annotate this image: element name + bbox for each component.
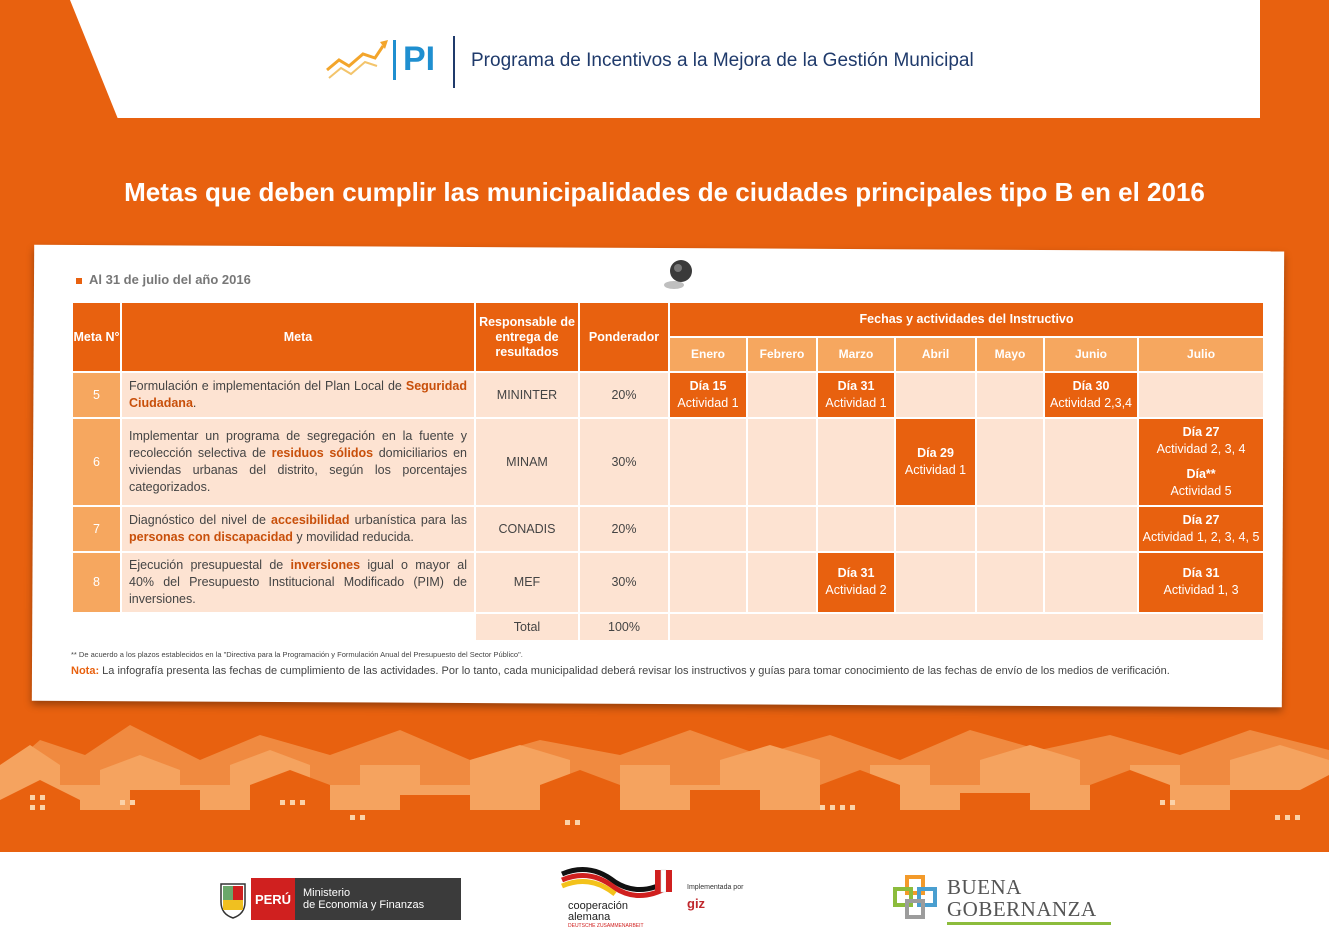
activity-cell (1139, 419, 1263, 505)
meta-text: . (192, 396, 197, 410)
ministerio-line2: de Economía y Finanzas (303, 899, 425, 912)
activity-cell (1045, 373, 1137, 417)
month-header: Enero (670, 338, 746, 371)
total-spacer (670, 614, 1263, 640)
table-row (73, 553, 1263, 612)
empty-cell (1045, 507, 1137, 551)
pushpin-icon (662, 258, 696, 292)
empty-cell (977, 507, 1043, 551)
meta-highlight: personas con discapacidad (129, 530, 293, 544)
header-meta: Meta (122, 303, 474, 371)
table-row (73, 373, 1263, 417)
meta-description (122, 507, 474, 551)
peru-label: PERÚ (251, 878, 295, 920)
empty-cell (748, 373, 816, 417)
empty-cell (670, 419, 746, 505)
meta-description (122, 373, 474, 417)
activity-label: Actividad 1 (677, 396, 739, 410)
activity-label: Actividad 5 (1170, 483, 1232, 498)
total-label: Total (476, 614, 578, 640)
header-ponderador: Ponderador (580, 303, 668, 371)
activity-label: Actividad 2,3,4 (1050, 396, 1132, 410)
meta-highlight: residuos sólidos (271, 446, 374, 461)
activity-day: Día 15 (689, 379, 727, 394)
responsable-cell: MININTER (476, 373, 578, 417)
coop-line1: cooperación (568, 900, 628, 912)
activity-cell (1139, 553, 1263, 612)
bullet-icon (76, 278, 82, 284)
responsable-cell: CONADIS (476, 507, 578, 551)
program-title: Programa de Incentivos a la Mejora de la Gestión Municipal (471, 50, 974, 71)
peru-shield-icon (215, 878, 251, 920)
note-label: Nota: (71, 665, 100, 677)
total-row (73, 614, 1263, 640)
ponderador-cell: 30% (580, 419, 668, 505)
meta-text: Diagnóstico del nivel de (129, 513, 272, 528)
meta-description (122, 553, 474, 612)
activity-cell (818, 373, 894, 417)
empty-cell (977, 553, 1043, 612)
page-title: Metas que deben cumplir las municipalidades de ciudades principales tipo B en el 2016 (124, 177, 1205, 207)
bg-underline (947, 922, 1111, 925)
empty-cell (1045, 553, 1137, 612)
activity-cell (670, 373, 746, 417)
activity-cell (1139, 507, 1263, 551)
footnote: ** De acuerdo a los plazos establecidos en la "Directiva para la Programación y Formulación Anual del Presupuesto del Sector Público". (71, 650, 523, 659)
meta-text: domiciliarios en viviendas urbanas del distrito, según los porcentajes categorizados. (129, 446, 467, 494)
total-value: 100% (580, 614, 668, 640)
as-of-date (76, 272, 251, 287)
activity-cell (896, 419, 975, 505)
ministerio-line1: Ministerio (303, 887, 351, 899)
empty-cell (670, 553, 746, 612)
city-skyline-illustration (0, 715, 1329, 855)
month-header: Abril (896, 338, 975, 371)
header-meta-no: Meta N° (73, 303, 120, 371)
table-row (73, 507, 1263, 551)
meta-text: urbanística para las (349, 513, 468, 528)
blank-cell (73, 614, 120, 640)
empty-cell (748, 553, 816, 612)
empty-cell (896, 507, 975, 551)
empty-cell (1139, 373, 1263, 417)
goals-body (73, 373, 1263, 640)
note (71, 665, 1170, 677)
meta-number: 5 (73, 373, 120, 417)
activity-label: Actividad 1, 2, 3, 4, 5 (1142, 530, 1260, 544)
meta-text: Implementar un programa de segregación en la fuente y recolección selectiva de (129, 429, 467, 461)
flags-ribbon-icon (560, 860, 680, 900)
activity-cell (818, 553, 894, 612)
activity-day: Día 31 (837, 379, 875, 394)
activity-day: Día** (1186, 467, 1216, 481)
note-text: La infografía presenta las fechas de cumplimiento de las actividades. Por lo tanto, cada municipalidad deberá revisar los instructivos y guías para tomar conocimiento de las fechas de envío de los medios de verificación. (99, 665, 1170, 677)
goals-table (71, 301, 1265, 642)
bg-line1: BUENA (947, 875, 1022, 899)
giz-logo (687, 884, 743, 911)
month-header: Junio (1045, 338, 1137, 371)
empty-cell (1045, 419, 1137, 505)
activity-day: Día 27 (1182, 513, 1220, 528)
empty-cell (977, 373, 1043, 417)
activity-label: Actividad 2, 3, 4 (1156, 442, 1246, 457)
ponderador-cell: 20% (580, 507, 668, 551)
activity-day: Día 31 (1182, 566, 1220, 581)
meta-highlight: accesibilidad (271, 513, 350, 528)
activity-day: Día 29 (917, 446, 954, 461)
month-header: Marzo (818, 338, 894, 371)
meta-number: 7 (73, 507, 120, 551)
activity-day: Día 31 (837, 566, 875, 581)
month-header: Mayo (977, 338, 1043, 371)
month-header: Julio (1139, 338, 1263, 371)
bg-line2: GOBERNANZA (947, 897, 1097, 921)
coop-line3: DEUTSCHE ZUSAMMENARBEIT (568, 923, 644, 929)
activity-label: Actividad 1 (904, 463, 967, 477)
activity-label: Actividad 2 (825, 583, 887, 598)
meta-text: igual o mayor al 40% del Presupuesto Institucional Modificado (PIM) de inversiones. (129, 558, 467, 606)
buena-gobernanza-icon (893, 875, 939, 921)
coop-line2: alemana (568, 911, 611, 923)
meta-text: Formulación e implementación del Plan Local de (129, 379, 406, 394)
empty-cell (748, 507, 816, 551)
buena-gobernanza-logo (893, 875, 1115, 925)
meta-number: 8 (73, 553, 120, 612)
pi-logo (325, 36, 455, 88)
meta-description (122, 419, 474, 505)
responsable-cell: MINAM (476, 419, 578, 505)
meta-highlight: Seguridad Ciudadana (129, 379, 467, 410)
meta-text: y movilidad reducida. (292, 530, 414, 544)
month-header: Febrero (748, 338, 816, 371)
activity-day: Día 30 (1072, 379, 1110, 394)
meta-highlight: inversiones (290, 558, 361, 572)
table-row (73, 419, 1263, 505)
empty-cell (818, 419, 894, 505)
giz-label: Implementada por (687, 884, 744, 891)
activity-day: Día 27 (1182, 425, 1220, 440)
mef-logo (215, 878, 461, 920)
empty-cell (977, 419, 1043, 505)
header-fechas: Fechas y actividades del Instructivo (670, 303, 1263, 336)
as-of-label: Al 31 de julio del año 2016 (89, 272, 251, 287)
meta-text: Ejecución presupuestal de (129, 558, 291, 572)
cooperacion-alemana-logo (560, 860, 680, 932)
blank-cell (122, 614, 474, 640)
empty-cell (670, 507, 746, 551)
giz-mark: giz (687, 896, 706, 911)
activity-label: Actividad 1 (825, 396, 887, 410)
ministerio-label (295, 878, 461, 920)
header-responsable: Responsable de entrega de resultados (476, 303, 578, 371)
activity-label: Actividad 1, 3 (1163, 583, 1239, 598)
empty-cell (818, 507, 894, 551)
empty-cell (896, 373, 975, 417)
meta-number: 6 (73, 419, 120, 505)
empty-cell (896, 553, 975, 612)
responsable-cell: MEF (476, 553, 578, 612)
empty-cell (748, 419, 816, 505)
ponderador-cell: 30% (580, 553, 668, 612)
logo-text: PI (403, 40, 436, 78)
ponderador-cell: 20% (580, 373, 668, 417)
